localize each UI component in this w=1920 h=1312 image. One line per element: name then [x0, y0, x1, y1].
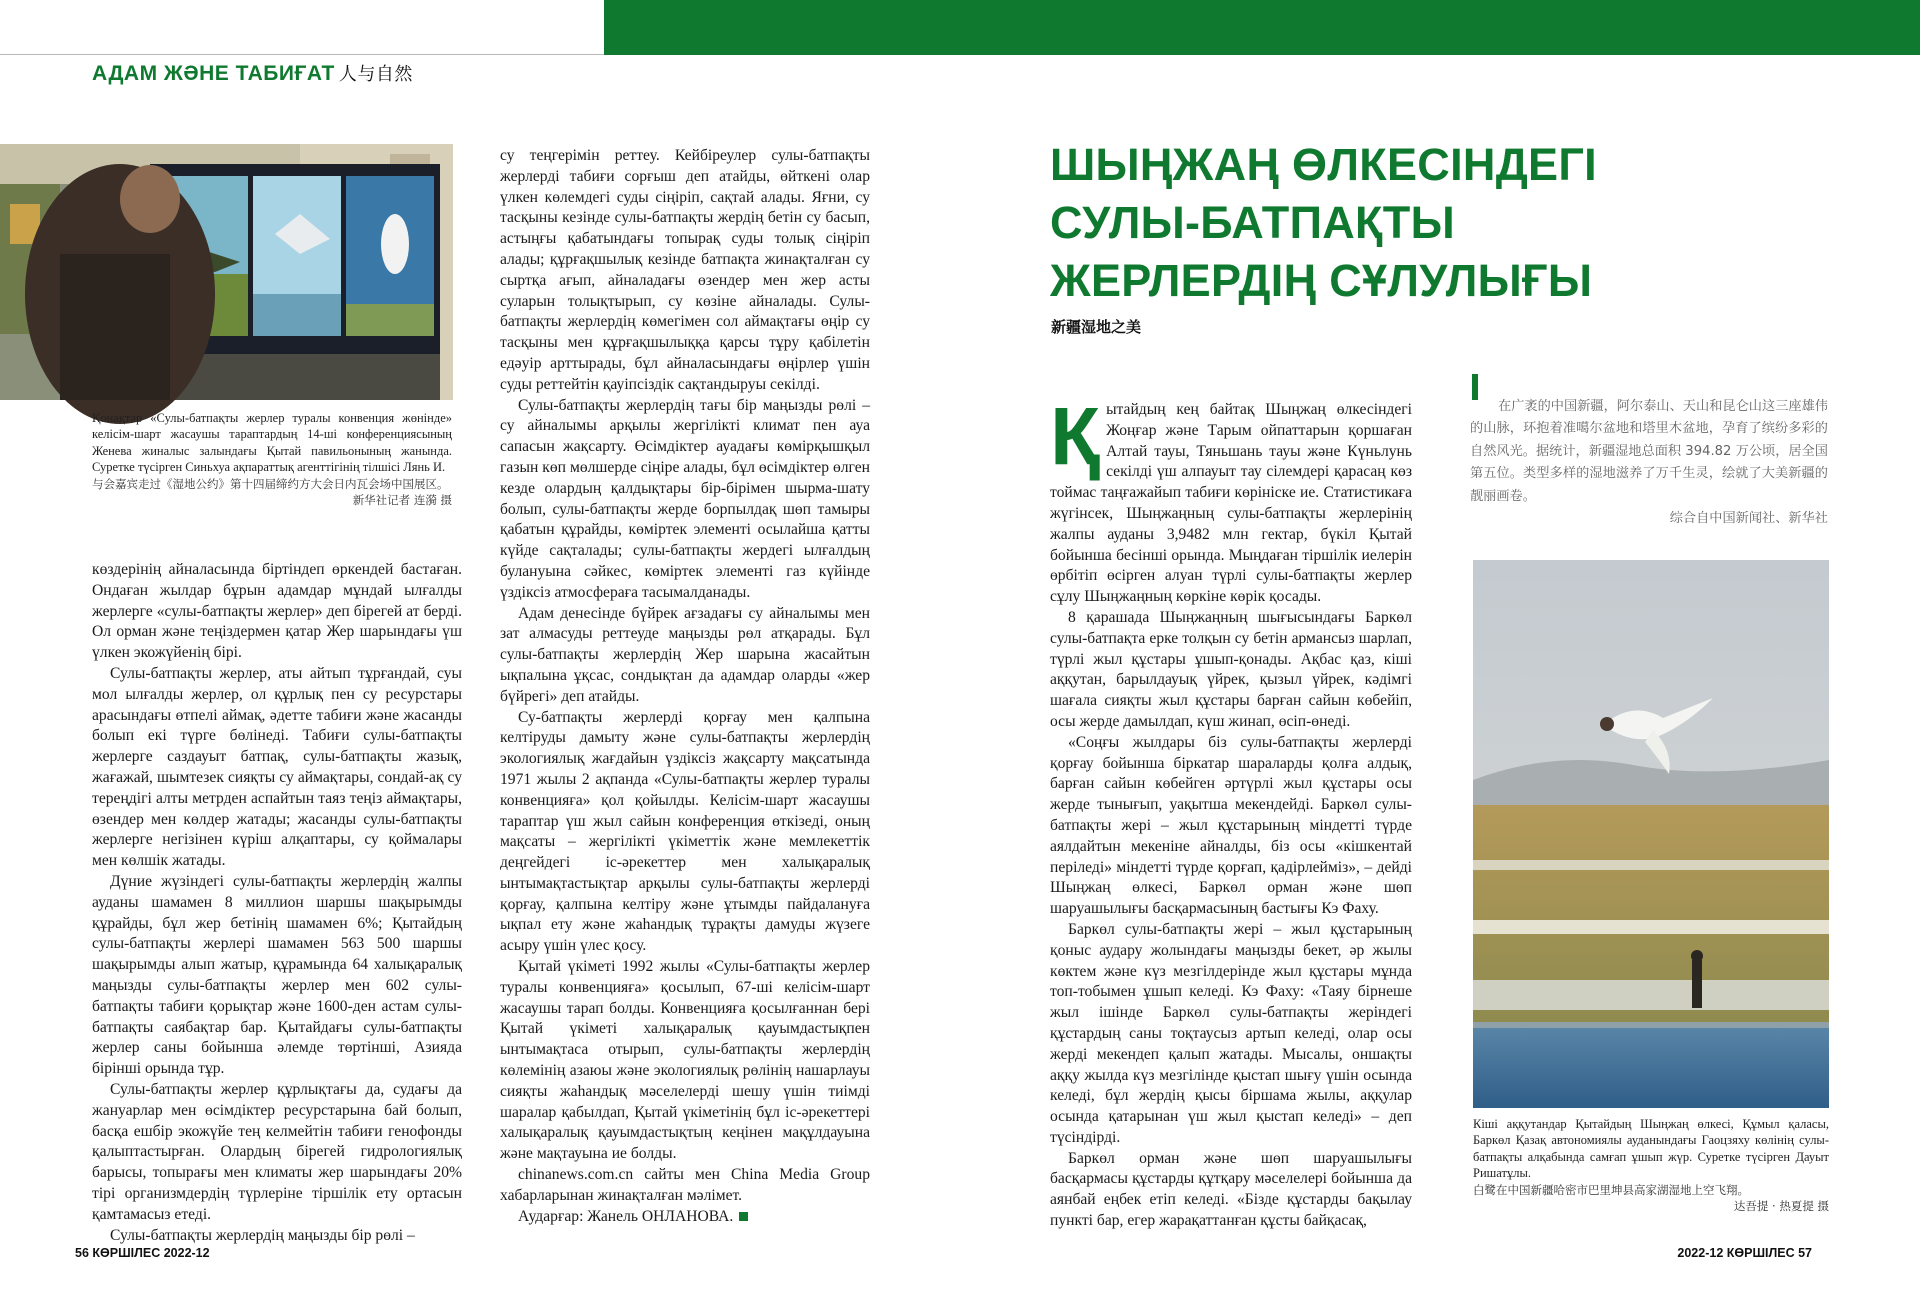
paragraph: «Соңғы жылдары біз сулы-батпақты жерлерді қорғау бойынша біркатар шараларды қолға алдық, барған сайын көбейген әртүрлі жыл құстары осы жерде тынығып, уақытша мекендейді. Баркөл сулы-батпақты жері – жыл құстарының міндетті түрде аялдайтын мекеніне айналды, біз осы «кішкентай періледі» міндетті түрде қорғап, қадірлейміз», – дейді Шыңжаң өлкесі, Баркөл орман және шөп шаруашылығы басқармасының бастығы Кэ Фаху.	[1050, 733, 1412, 918]
paragraph: 8 қарашада Шыңжаңның шығысындағы Баркөл сулы-батпақта ерке толқын су бетін армансыз шарлап, түрлі жыл құстары ұшып-қонады. Ақбас қаз, кіші аққутан, барылдауық үйрек, қызыл үйрек, кәдімгі шағала сияқты жыл құстары барған сайын көбейіп, осы жерде дамылдап, күш жинап, өсіп-өнеді.	[1050, 608, 1412, 730]
paragraph: Сулы-батпақты жерлердің тағы бір маңызды рөлі – су айналымы арқылы жергілікті климат пен ауа сапасын жақсарту. Өсімдіктер ауадағы көмірқышқыл газын көп мөлшерде сіңіре алады, бұл өсімдіктер өлген кезде олардың қалдықтары бір-бірімен шырма-шату болып, сулы-батпақты жерде борпылдақ шөп тамыры қабатын құрайды, көміртек элементі осылайша қатты күйде сақталады; сулы-батпақты жердегі ылғалдың булануына сәйкес, көміртек элементі газ күйінде үздіксіз атмосфераға тасымалданады.	[500, 396, 870, 601]
paragraph: Қытай үкіметі 1992 жылы «Сулы-батпақты жерлер туралы конвенцияға» қосылып, 67-ші келісім-шарт жасаушы тарап болды. Конвенцияға қосылғаннан бері Қытай үкіметі халықаралық қауымдастықпен ынтымақтаса отырып, сулы-батпақты жерлердің көлемінің азаюы және экологиялық рөлінің нашарлауы сияқты жаһандық мәселелерді шешу үшін тиімді шаралар қабылдап, Қытай үкіметінің бұл іс-әрекеттері халықаралық қауымдастықтың кеңінен мақұлдауына және мақтауына ие болды.	[500, 958, 870, 1163]
right-photo-birds	[1473, 560, 1829, 1108]
top-rule	[0, 54, 604, 55]
end-mark	[739, 1212, 748, 1221]
paragraph: Су-батпақты жерлерді қорғау мен қалпына келтіруды дамыту және сулы-батпақты жерлердің экологиялық жағдайын үздіксіз жақсарту мақсатында 1971 жылы 2 ақпанда «Сулы-батпақты жерлер туралы конвенцияға» қол қойылды. Келісім-шарт жасаушы тараптар үш жыл сайын конференция өткізеді, оның мақсаты – жергілікті үкіметтік және мемлекеттік деңгейдегі іс-әрекеттер мен халықаралық ынтымақтастықтар арқылы сулы-батпақты жерлерді қорғау, қалпына келтіру және ұтымды пайдалануға ықпал ету және жаһандық тұрақты дамуды жүзеге асыру үшін үлес қосу.	[500, 708, 870, 955]
article-subtitle: 新疆湿地之美	[1051, 318, 1142, 336]
paragraph-with-endmark	[500, 1207, 870, 1228]
article-title: ШЫҢЖАҢ ӨЛКЕСІНДЕГІ СУЛЫ-БАТПАҚТЫ ЖЕРЛЕРДІҢ СҰЛУЛЫҒЫ	[1050, 139, 1597, 306]
lead-text: ытайдың кең байтақ Шыңжаң өлкесіндегі Жоңғар және Тарым ойпаттарын қоршаған Алтай тауы, Тяньшань тауы және Күньлунь секілді үш алпауыт тау сілемдері қарасаң көз тоймас таңғажайып табиғи көрініске ие. Статистикаға жүгінсек, Шыңжаңның сулы-батпақты жерлерінің жалпы ауданы 3,9482 млн гектар, бүкіл Қытай бойынша бесінші орында. Мыңдаған тіршілік иелерін өрбітіп өсірген алуан түрлі сулы-батпақты жерлер сұлу Шыңжаңның көркіне көрік қосады.	[1050, 401, 1412, 606]
left-caption-credit: 新华社记者 连漪 摄	[352, 493, 452, 508]
paragraph: Сулы-батпақты жерлер құрлықтағы да, судағы да жануарлар мен өсімдіктер ресурстарына бай болып, басқа ешбір экожүйе тең келмейтін табиғи генофонды қалыптастырған. Олардың бірегей гидрологиялық барысы, топырағы мен климаты жер шарындағы 20% тірі организмдердің түрлеріне тіршілік ету ортасын қамтамасыз етеді.	[92, 1080, 462, 1223]
paragraph: Сулы-батпақты жерлердің маңызды бір рөлі –	[110, 1226, 415, 1244]
column-3	[1050, 391, 1412, 1230]
section-header	[92, 60, 413, 86]
paragraph: Баркөл орман және шөп шаруашылығы басқармасы құстарды құтқару мәселелері бойынша да аянбай еңбек етіп келеді. «Бізде құстарды бақылау пункті бар, егер жарақаттанған құсты байқасақ,	[1050, 1149, 1412, 1230]
lead-paragraph	[1050, 391, 1412, 608]
section-title-cn: 人与自然	[338, 64, 413, 85]
left-photo-conference	[0, 144, 453, 400]
top-color-bar	[604, 0, 1920, 55]
paragraph: көздерінің айналасында біртіндеп өркендей бастаған. Ондаған жылдар бұрын адамдар мұндай ылғалды жерлерге «сулы-батпақты жерлер» деп бірегей ат берді. Ол орман және теңіздермен қатар Жер шарындағы үш үлкен экожүйенің бірі.	[92, 561, 462, 662]
footer-right-page-number: 2022-12 КӨРШІЛЕС 57	[1677, 1246, 1812, 1260]
paragraph: су теңгерімін реттеу. Кейбіреулер сулы-батпақты жерлерді табиғи сорғыш деп атайды, өйткені олар үлкен көлемдегі суды сіңіріп, сақтай алады. Яғни, су тасқыны кезінде сулы-батпақты жердің бетін су басып, астыңғы қабатындағы топырақ суды толық сіңіріп алады; құрғақшылық кезінде батпақта жинақталған су сыртқа ағып, айналадағы өзендер мен жер асты суларын толықтырып, су көзіне айналады. Сулы-батпақты жерлердің көмегімен сол аймақтағы өңір су тасқыны мен құрғақшылыққа қарсы тұру қабілетін едәуір арттырады, бұл айналасындағы өңірлер үшін суды реттейтін қауіпсіздік сақтандыруы секілді.	[500, 147, 870, 393]
right-caption-cn: 白鹭在中国新疆哈密市巴里坤县高家湖湿地上空飞翔。	[1473, 1182, 1749, 1197]
right-caption-credit: 达吾提 · 热夏提 摄	[1733, 1199, 1829, 1214]
sidebar-source: 综合自中国新闻社、新华社	[1669, 511, 1828, 527]
paragraph: Адам денесінде бүйрек ағзадағы су айналымы мен зат алмасуды реттеуде маңызды рөл атқарады. Бұл сулы-батпақты жерлердің Жер шарына жасайтын ықпалына ұқсас, сондықтан да адамдар оларды «жер бүйрегі» деп атайды.	[500, 604, 870, 705]
column-1	[92, 560, 462, 1244]
sidebar-summary	[1470, 396, 1828, 530]
left-photo-caption	[92, 410, 452, 508]
paragraph: Баркөл сулы-батпақты жері – жыл құстарының қоныс аудару жолындағы маңызды бекет, әр жылы көктем және күз мезгілдерінде жыл құстары мұнда топ-тобымен ұшып келеді. Кэ Фаху: «Таяу бірнеше жыл ішінде Баркөл сулы-батпақты жеріндегі құстардың саны тоқтаусыз артып келеді, олар осы жерді мекендеп қалып жатады. Мысалы, оншақты аққу жылда күз мезгілінде қыстап шығу үшін осында келеді, бұл жердің қысы біршама жылы, аққулар осында қатарынан үш жыл қыстап келеді» – деп түсіндірді.	[1050, 920, 1412, 1146]
footer-left-page-number: 56 КӨРШІЛЕС 2022-12	[75, 1246, 210, 1260]
column-2	[500, 146, 870, 1226]
section-title-kz: АДАМ ЖӘНЕ ТАБИҒАТ	[92, 62, 335, 85]
sidebar-text: 在广袤的中国新疆，阿尔泰山、天山和昆仑山这三座雄伟的山脉，环抱着准噶尔盆地和塔里木盆地，孕育了缤纷多彩的自然风光。据统计，新疆湿地总面积 394.82 万公顷，居全国第五位。类型多样的湿地滋养了万千生灵，绘就了大美新疆的靓丽画卷。	[1470, 399, 1828, 504]
paragraph: chinanews.com.cn сайты мен China Media Group хабарларынан жинақталған мәлімет.	[500, 1166, 870, 1204]
drop-cap: Қ	[1050, 391, 1101, 482]
translator-line: Аударғар: Жанель ОНЛАНОВА.	[518, 1207, 734, 1225]
paragraph: Сулы-батпақты жерлер, аты айтып тұрғандай, суы мол ылғалды жерлер, ол құрлық пен су ресурстары арасындағы өтпелі аймақ, әдетте табиғи және жасанды болып екі түрге бөлінеді. Табиғи сулы-батпақты жерлерге саздауыт батпақ, сулы-батпақты жазық, жағажай, шымтезек сияқты су аймақтары, сондай-ақ су тереңдігі алты метрден аспайтын таяз теңіз аймақтары, өзендер мен көлдер жатады; жасанды сулы-батпақты жерлерге негізінен күріш алқаптары, су қоймалары мен көлшік жатады.	[92, 664, 462, 870]
left-caption-kz: Қонақтар «Сулы-батпақты жерлер туралы конвенция жөнінде» келісім-шарт жасаушы тараптардың 14-ші конференциясының Женева жиналыс залындағы Қытай павильонының жанында. Суретке түсірген Синьхуа ақпараттық агенттігінің тілшісі Лянь И.	[92, 411, 452, 475]
left-caption-cn: 与会嘉宾走过《湿地公约》第十四届缔约方大会日内瓦会场中国展区。	[92, 476, 449, 491]
right-caption-kz: Кіші аққутандар Қытайдың Шыңжаң өлкесі, Құмыл қаласы, Баркөл Қазақ автономиялы ауданындағы Гаоцзяху көлінің сулы-батпақты алқабында самғап ұшып жүр. Суретке түсірген Дауыт Ришатұлы.	[1473, 1117, 1829, 1181]
paragraph: Дүние жүзіндегі сулы-батпақты жерлердің жалпы ауданы шамамен 8 миллион шаршы шақырымды құрайды, бұл жер бетінің шамамен 6%; Қытайдың сулы-батпақты жерлері шамамен 563 500 шаршы шақырымды алып жатыр, құрамында 64 халықаралық маңызды сулы-батпақты жерлер мен 602 сулы-батпақты табиғи қорықтар және 1600-ден астам сулы-батпақты саябақтар бар. Қытайдағы сулы-батпақты жерлер саны бойынша әлемде төртінші, Азияда бірінші орында тұр.	[92, 872, 462, 1078]
right-photo-caption	[1473, 1116, 1829, 1214]
